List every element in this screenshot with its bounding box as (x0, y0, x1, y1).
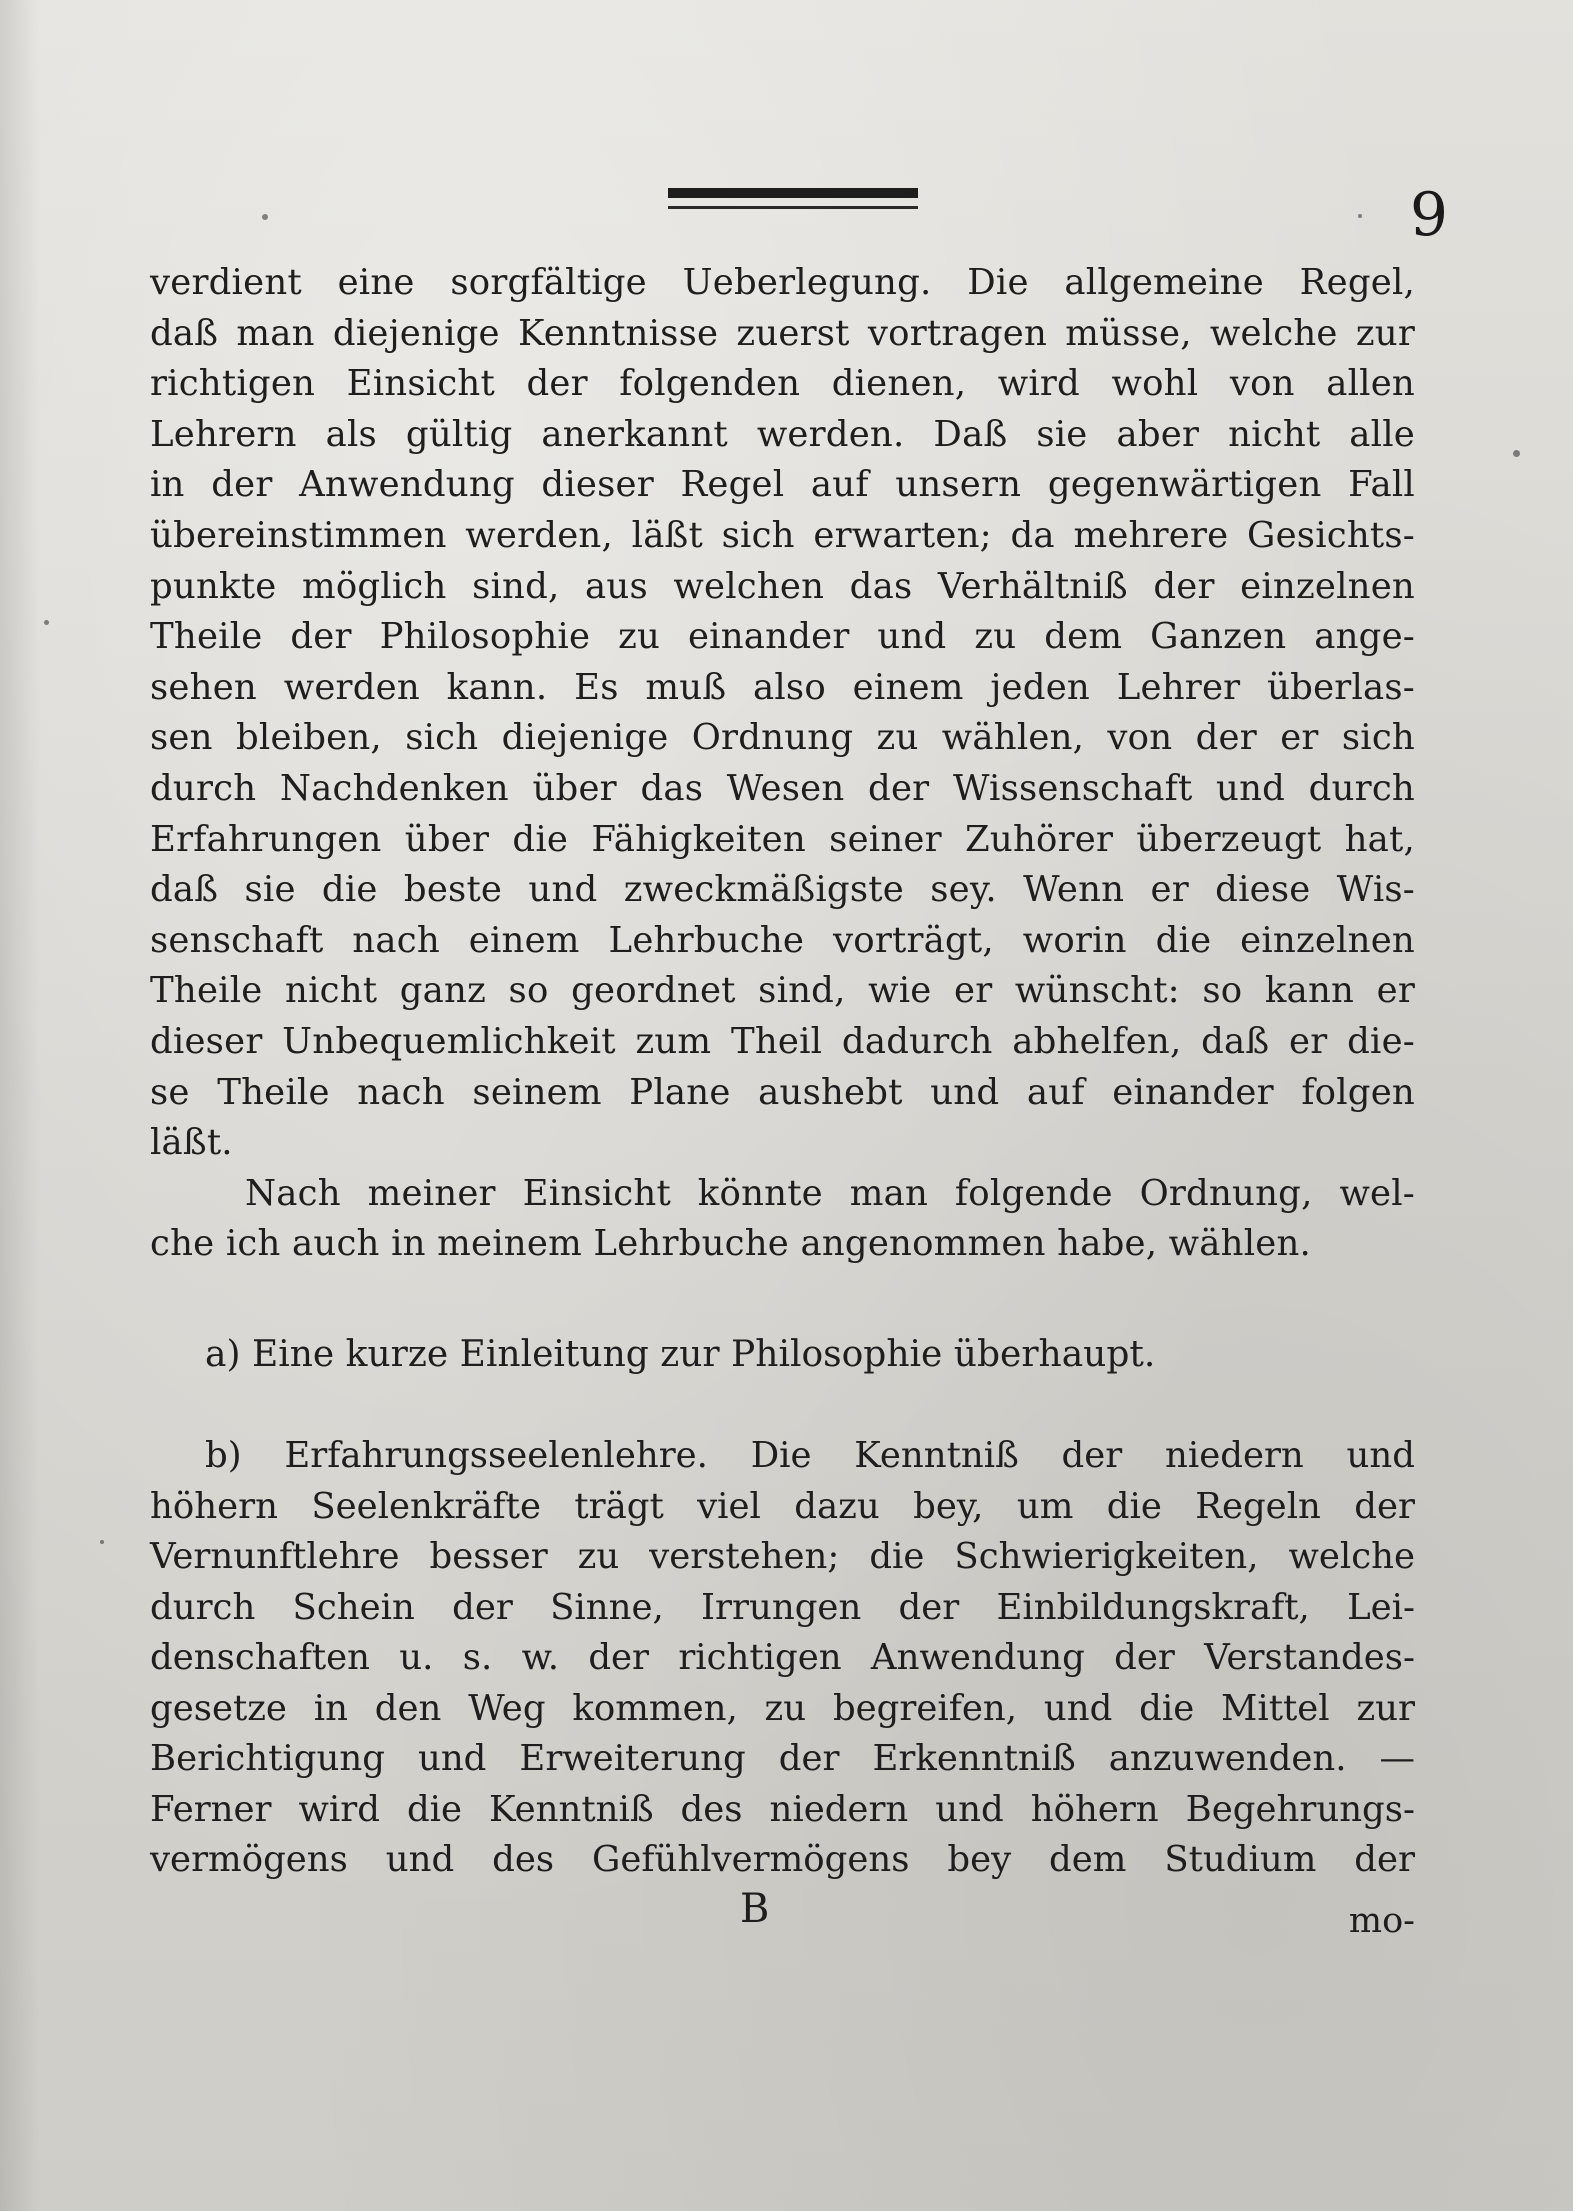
header-rule (668, 188, 918, 216)
text-line: sehen werden kann. Es muß also einem jeden Lehrer überlas- (150, 666, 1415, 708)
text-line: Berichtigung und Erweiterung der Erkenntniß anzuwenden. — (150, 1738, 1415, 1779)
text-line: Vernunftlehre besser zu verstehen; die Schwierigkeiten, welche (150, 1536, 1415, 1577)
text-line: Nach meiner Einsicht könnte man folgende Ordnung, wel- (245, 1172, 1415, 1214)
text-line: richtigen Einsicht der folgenden dienen, wird wohl von allen (150, 363, 1415, 405)
paper-speck (262, 214, 268, 220)
text-line: durch Schein der Sinne, Irrungen der Einbildungskraft, Lei- (150, 1586, 1415, 1628)
section-a-heading: a) Eine kurze Einleitung zur Philosophie überhaupt. (205, 1334, 1156, 1375)
text-line: b) Erfahrungsseelenlehre. Die Kenntniß der niedern und (205, 1435, 1415, 1476)
text-line: läßt. (150, 1122, 233, 1164)
text-line: Theile der Philosophie zu einander und zu dem Ganzen ange- (150, 616, 1415, 658)
paragraph-main (150, 258, 1415, 1270)
text-line: durch Nachdenken über das Wesen der Wissenschaft und durch (150, 767, 1415, 809)
text-line: in der Anwendung dieser Regel auf unsern gegenwärtigen Fall (150, 464, 1415, 506)
page-shadow (0, 0, 40, 2211)
paper-speck (1358, 214, 1362, 218)
text-line: denschaften u. s. w. der richtigen Anwendung der Verstandes- (150, 1637, 1415, 1678)
text-line: übereinstimmen werden, läßt sich erwarten; da mehrere Gesichts- (150, 514, 1415, 556)
paper-speck (100, 1540, 104, 1544)
paper-speck (44, 620, 49, 625)
catchword: mo- (1348, 1901, 1415, 1941)
text-line: punkte möglich sind, aus welchen das Verhältniß der einzelnen (150, 565, 1415, 607)
text-line: senschaft nach einem Lehrbuche vorträgt, worin die einzelnen (150, 919, 1415, 961)
text-line: Lehrern als gültig anerkannt werden. Daß sie aber nicht alle (150, 413, 1415, 455)
paper-speck (1513, 450, 1520, 457)
text-line: sen bleiben, sich diejenige Ordnung zu wählen, von der er sich (150, 717, 1415, 759)
text-line: Ferner wird die Kenntniß des niedern und höhern Begehrungs- (150, 1788, 1415, 1830)
text-line: höhern Seelenkräfte trägt viel dazu bey, um die Regeln der (150, 1485, 1415, 1527)
text-line: che ich auch in meinem Lehrbuche angenommen habe, wählen. (150, 1223, 1312, 1265)
text-line: Erfahrungen über die Fähigkeiten seiner Zuhörer überzeugt hat, (150, 818, 1415, 860)
text-line: verdient eine sorgfältige Ueberlegung. Die allgemeine Regel, (150, 262, 1415, 303)
signature-mark: B (740, 1886, 770, 1932)
text-line: daß man diejenige Kenntnisse zuerst vortragen müsse, welche zur (150, 312, 1415, 354)
text-line: Theile nicht ganz so geordnet sind, wie er wünscht: so kann er (150, 970, 1415, 1012)
text-line: daß sie die beste und zweckmäßigste sey. Wenn er diese Wis- (150, 869, 1415, 911)
header-rule-thick (668, 188, 918, 198)
text-line: dieser Unbequemlichkeit zum Theil dadurch abhelfen, daß er die- (150, 1020, 1415, 1062)
text-line: vermögens und des Gefühlvermögens bey dem Studium der (150, 1839, 1415, 1880)
text-line: se Theile nach seinem Plane aushebt und auf einander folgen (150, 1071, 1415, 1113)
text-line: gesetze in den Weg kommen, zu begreifen, und die Mittel zur (150, 1687, 1415, 1729)
page-number: 9 (1409, 180, 1448, 250)
section-b-paragraph (150, 1431, 1415, 1886)
header-rule-thin (668, 206, 918, 209)
